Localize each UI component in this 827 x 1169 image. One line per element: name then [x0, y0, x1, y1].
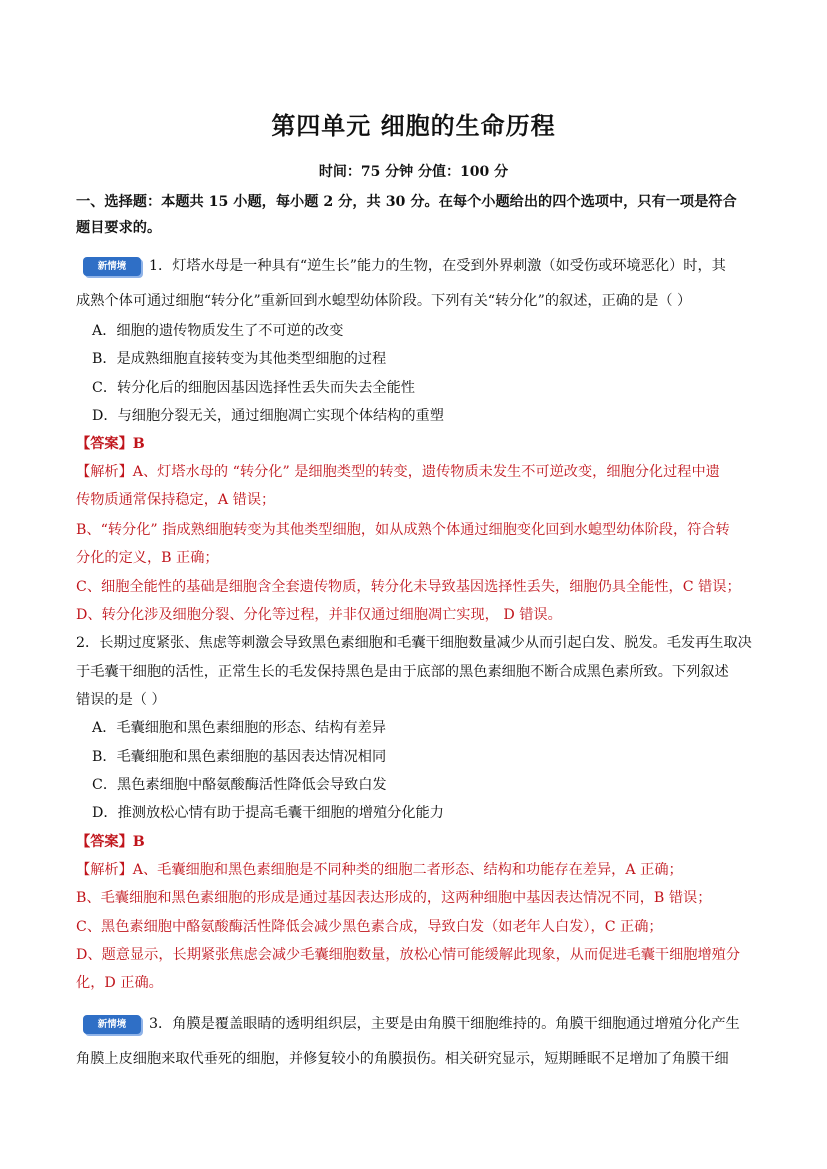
new-context-badge: 新情境	[83, 257, 141, 276]
q2-analysis-line: D、题意显示，长期紧张焦虑会减少毛囊细胞数量，放松心情可能缓解此现象，从而促进毛囊干细胞增殖分	[76, 947, 741, 963]
q2-option-b: B．毛囊细胞和黑色素细胞的基因表达情况相同	[92, 749, 387, 765]
new-context-badge: 新情境	[83, 1015, 141, 1034]
section-heading-cont: 题目要求的。	[76, 220, 162, 236]
q2-option-a: A．毛囊细胞和黑色素细胞的形态、结构有差异	[92, 720, 386, 736]
q1-analysis-line: 分化的定义，B 正确；	[76, 550, 219, 566]
q2-stem-line1: 2．长期过度紧张、焦虑等刺激会导致黑色素细胞和毛囊干细胞数量减少从而引起白发、脱发。毛发再生取决	[76, 635, 752, 651]
q1-answer: 【答案】B	[76, 436, 145, 452]
q1-analysis-line: B、“转分化” 指成熟细胞转变为其他类型细胞，如从成熟个体通过细胞变化回到水螅型幼体阶段，符合转	[76, 522, 730, 538]
q1-analysis-line: D、转分化涉及细胞分裂、分化等过程，并非仅通过细胞凋亡实现， D 错误。	[76, 607, 562, 623]
q2-answer: 【答案】B	[76, 834, 145, 850]
section-heading: 一、选择题：本题共 15 小题，每小题 2 分，共 30 分。在每个小题给出的四个选项中，只有一项是符合	[76, 194, 737, 210]
q1-analysis-line: 【解析】A、灯塔水母的 “转分化” 是细胞类型的转变，遗传物质未发生不可逆改变，细胞分化过程中遗	[76, 464, 720, 480]
q2-option-d: D．推测放松心情有助于提高毛囊干细胞的增殖分化能力	[92, 805, 444, 821]
q2-stem-line3: 错误的是（ ）	[76, 692, 166, 708]
q2-analysis-line: 【解析】A、毛囊细胞和黑色素细胞是不同种类的细胞二者形态、结构和功能存在差异，A 正确；	[76, 862, 683, 878]
q2-analysis-line: C、黑色素细胞中酪氨酸酶活性降低会减少黑色素合成，导致白发（如老年人白发），C 正确；	[76, 919, 663, 935]
q3-stem-line2: 角膜上皮细胞来取代垂死的细胞，并修复较小的角膜损伤。相关研究显示，短期睡眠不足增加了角膜干细	[76, 1051, 729, 1067]
q1-option-a: A．细胞的遗传物质发生了不可逆的改变	[92, 323, 344, 339]
q1-option-b: B．是成熟细胞直接转变为其他类型细胞的过程	[92, 351, 387, 367]
q1-stem-line2: 成熟个体可通过细胞“转分化”重新回到水螅型幼体阶段。下列有关“转分化”的叙述，正确的是（ ）	[76, 293, 692, 309]
q3-stem-line1: 新情境 3．角膜是覆盖眼睛的透明组织层，主要是由角膜干细胞维持的。角膜干细胞通过增殖分化产生	[83, 1014, 740, 1034]
q2-analysis-line: B、毛囊细胞和黑色素细胞的形成是通过基因表达形成的，这两种细胞中基因表达情况不同，B 错误；	[76, 890, 712, 906]
page-title: 第四单元 细胞的生命历程	[271, 112, 556, 140]
q1-analysis-line: 传物质通常保持稳定，A 错误；	[76, 492, 276, 508]
q1-option-d: D．与细胞分裂无关，通过细胞凋亡实现个体结构的重塑	[92, 408, 444, 424]
q1-analysis-line: C、细胞全能性的基础是细胞含全套遗传物质，转分化未导致基因选择性丢失，细胞仍具全能性，C 错误；	[76, 579, 741, 595]
q2-option-c: C．黑色素细胞中酪氨酸酶活性降低会导致白发	[92, 777, 387, 793]
q2-stem-line2: 于毛囊干细胞的活性，正常生长的毛发保持黑色是由于底部的黑色素细胞不断合成黑色素所致。下列叙述	[76, 664, 729, 680]
q1-stem-line1: 新情境 1．灯塔水母是一种具有“逆生长”能力的生物，在受到外界刺激（如受伤或环境恶化）时，其	[83, 256, 726, 276]
q1-option-c: C．转分化后的细胞因基因选择性丢失而失去全能性	[92, 380, 415, 396]
exam-meta: 时间：75 分钟 分值：100 分	[318, 164, 509, 180]
q2-analysis-line: 化，D 正确。	[76, 975, 163, 991]
